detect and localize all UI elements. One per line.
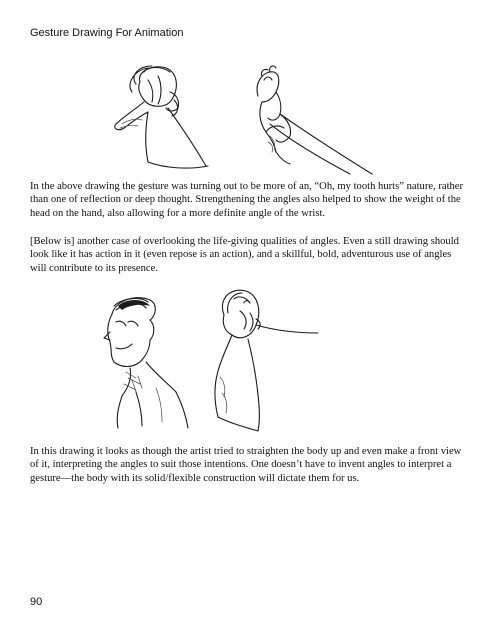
paragraph-1: In the above drawing the gesture was turning out to be more of an, “Oh, my tooth hurts” nature, rather than one of reflection or deep thought. Strengthening the angles also helped to show the weight of the head on the hand, also allowing for a more definite angle of the wrist. [30, 181, 464, 219]
sketch-man-straightened [200, 285, 350, 435]
running-header: Gesture Drawing For Animation [30, 27, 184, 39]
sketch-head-on-hand-corrected [240, 62, 390, 177]
sketch-man-original [96, 292, 208, 432]
paragraph-3: In this drawing it looks as though the artist tried to straighten the body up and even make a front view of it, interpreting the angles to suit those intentions. One doesn’t have to invent angles to interpret a gesture—the body with its solid/flexible construction will dictate them for us. [30, 446, 462, 484]
page-number: 90 [30, 596, 43, 608]
sketch-head-on-hand-original [108, 62, 228, 177]
paragraph-2: [Below is] another case of overlooking the life-giving qualities of angles. Even a still drawing should look like it has action in it (even repose is an action), and a skillful, bold, adventurous use of angles will contribute to its presence. [30, 236, 459, 274]
